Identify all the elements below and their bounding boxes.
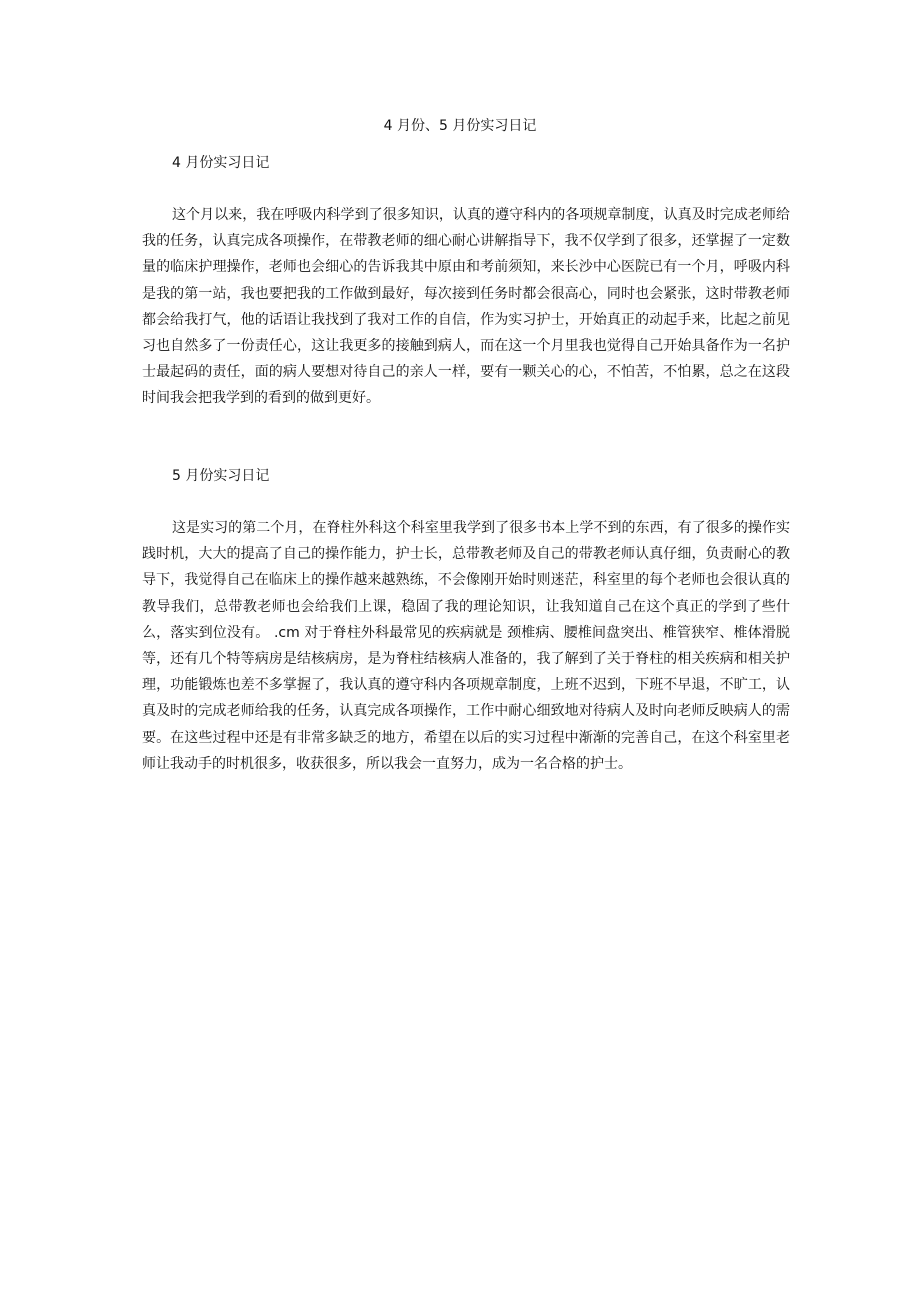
paragraph-may: 这是实习的第二个月，在脊柱外科这个科室里我学到了很多书本上学不到的东西，有了很多的操作实践时机，大大的提高了自己的操作能力，护士长，总带教老师及自己的带教老师认真仔细，负责耐心的教导下，我觉得自己在临床上的操作越来越熟练，不会像刚开始时则迷茫，科室里的每个老师也会很认真的教导我们，总带教老师也会给我们上课，稳固了我的理论知识，让我知道自己在这个真正的学到了些什么，落实到位没有。 .cm 对于脊柱外科最常见的疾病就是 颈椎病、腰椎间盘突出、椎管狭窄、椎体滑脱等，还有几个特等病房是结核病房，是为脊柱结核病人准备的，我了解到了关于脊柱的相关疾病和相关护理，功能锻炼也差不多掌握了，我认真的遵守科内各项规章制度，上班不迟到，下班不早退，不旷工，认真及时的完成老师给我的任务，认真完成各项操作，工作中耐心细致地对待病人及时向老师反映病人的需要。在这些过程中还是有非常多缺乏的地方，希望在以后的实习过程中渐渐的完善自己，在这个科室里老师让我动手的时机很多，收获很多，所以我会一直努力，成为一名合格的护士。 [142,520,790,772]
section-heading-may: 5 月份实习日记 [172,468,270,484]
document-title: 4 月份、5 月份实习日记 [383,118,537,134]
section-heading-april: 4 月份实习日记 [172,155,270,171]
paragraph-april: 这个月以来，我在呼吸内科学到了很多知识，认真的遵守科内的各项规章制度，认真及时完成老师给我的任务，认真完成各项操作，在带教老师的细心耐心讲解指导下，我不仅学到了很多，还掌握了一定数量的临床护理操作，老师也会细心的告诉我其中原由和考前须知，来长沙中心医院已有一个月，呼吸内科是我的第一站，我也要把我的工作做到最好，每次接到任务时都会很高心，同时也会紧张，这时带教老师都会给我打气，他的话语让我找到了我对工作的自信，作为实习护士，开始真正的动起手来，比起之前见习也自然多了一份责任心，这让我更多的接触到病人，而在这一个月里我也觉得自己开始具备作为一名护士最起码的责任，面的病人要想对待自己的亲人一样，要有一颗关心的心，不怕苦，不怕累，总之在这段时间我会把我学到的看到的做到更好。 [142,207,790,407]
